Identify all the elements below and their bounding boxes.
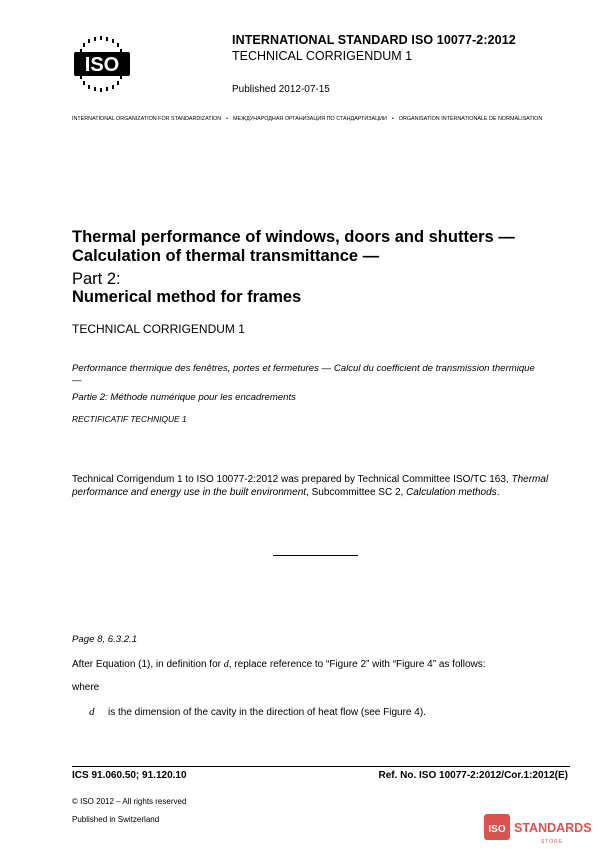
standard-title: INTERNATIONAL STANDARD ISO 10077-2:2012 [232,33,516,47]
title-line-2: Calculation of thermal transmittance — [72,247,380,265]
badge-iso-text: ISO [488,824,506,835]
org-name-ru: МЕЖДУНАРОДНАЯ ОРГАНИЗАЦИЯ ПО СТАНДАРТИЗАЦИИ [233,116,387,122]
correction-location: Page 8, 6.3.2.1 [72,634,138,645]
definition-variable: d [89,706,95,718]
instruction-text-2: , replace reference to “Figure 2” with “Figure 4” as follows: [228,659,486,670]
subcommittee-name: Calculation methods [406,486,497,498]
where-label: where [72,682,100,693]
publication-place: Published in Switzerland [72,815,160,824]
ics-codes: ICS 91.060.50; 91.120.10 [72,770,187,781]
prep-text-2: , Subcommittee SC 2, [306,486,407,498]
instruction-text-1: After Equation (1), in definition for [72,659,224,670]
french-part-title: Partie 2: Méthode numérique pour les encadrements [72,392,296,403]
preparation-paragraph [72,474,572,499]
french-title: Performance thermique des fenêtres, portes et fermetures — Calcul du coefficient de transmission thermique — [72,363,535,386]
definition-text: is the dimension of the cavity in the direction of heat flow (see Figure 4). [108,707,426,718]
org-name-fr: ORGANISATION INTERNATIONALE DE NORMALISATION [398,116,543,122]
badge-store-text: STORE [540,839,564,845]
organization-names [72,116,572,122]
footer-rule [72,766,570,767]
prep-text-1: Technical Corrigendum 1 to ISO 10077-2:2012 was prepared by Technical Committee ISO/TC 163, [72,474,512,485]
published-date: Published 2012-07-15 [232,84,330,95]
part-title: Numerical method for frames [72,288,302,306]
committee-name: Thermal performance and energy use in the built environment [72,474,549,498]
part-label: Part 2: [72,270,121,288]
badge-standards-text: STANDARDS [514,821,592,835]
title-line-1: Thermal performance of windows, doors and shutters — [72,228,515,246]
document-title [72,228,542,266]
copyright-notice: © ISO 2012 – All rights reserved [72,797,187,806]
iso-logo [70,36,134,92]
correction-instruction [72,659,572,670]
corrigendum-label: TECHNICAL CORRIGENDUM 1 [232,49,413,63]
org-separator: • [391,116,394,122]
reference-number: Ref. No. ISO 10077-2:2012/Cor.1:2012(E) [378,770,568,781]
separator-line [273,555,358,556]
org-name-en: INTERNATIONAL ORGANIZATION FOR STANDARDIZATION [72,116,222,122]
corrigendum-heading: TECHNICAL CORRIGENDUM 1 [72,322,245,336]
org-separator: • [226,116,229,122]
iso-standards-store-badge [484,812,594,846]
variable-d: d [223,659,229,670]
prep-text-3: . [496,486,500,498]
svg-text:ISO: ISO [84,54,120,76]
french-rectificatif: RECTIFICATIF TECHNIQUE 1 [72,414,187,424]
